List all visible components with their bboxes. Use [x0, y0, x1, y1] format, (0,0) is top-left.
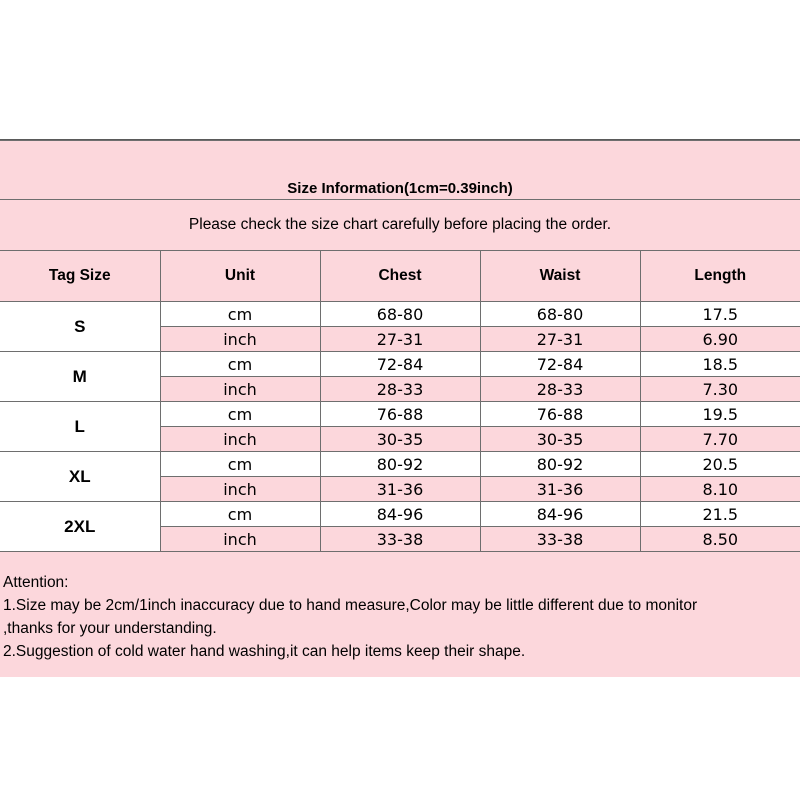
header-length: Length	[640, 251, 800, 302]
attention-heading: Attention:	[3, 574, 69, 591]
size-tag-l: L	[0, 402, 160, 452]
chest-cell: 31-36	[320, 477, 480, 502]
length-cell: 8.10	[640, 477, 800, 502]
chest-cell: 27-31	[320, 327, 480, 352]
table-row	[0, 452, 800, 477]
attention-line-2: 2.Suggestion of cold water hand washing,it can help items keep their shape.	[3, 643, 526, 660]
chart-note: Please check the size chart carefully before placing the order.	[0, 200, 800, 251]
length-cell: 19.5	[640, 402, 800, 427]
length-cell: 6.90	[640, 327, 800, 352]
chest-cell: 76-88	[320, 402, 480, 427]
unit-cell: inch	[160, 377, 320, 402]
waist-cell: 76-88	[480, 402, 640, 427]
waist-cell: 28-33	[480, 377, 640, 402]
unit-cell: inch	[160, 427, 320, 452]
unit-cell: cm	[160, 452, 320, 477]
attention-line-1: 1.Size may be 2cm/1inch inaccuracy due to hand measure,Color may be little different due to monitor	[3, 597, 698, 614]
table-row	[0, 402, 800, 427]
chest-cell: 33-38	[320, 527, 480, 552]
chest-cell: 72-84	[320, 352, 480, 377]
waist-cell: 68-80	[480, 302, 640, 327]
length-cell: 17.5	[640, 302, 800, 327]
table-row	[0, 352, 800, 377]
size-tag-m: M	[0, 352, 160, 402]
header-unit: Unit	[160, 251, 320, 302]
waist-cell: 31-36	[480, 477, 640, 502]
chest-cell: 80-92	[320, 452, 480, 477]
size-tag-2xl: 2XL	[0, 502, 160, 552]
length-cell: 18.5	[640, 352, 800, 377]
size-tag-xl: XL	[0, 452, 160, 502]
length-cell: 7.70	[640, 427, 800, 452]
size-tag-s: S	[0, 302, 160, 352]
unit-cell: inch	[160, 327, 320, 352]
header-waist: Waist	[480, 251, 640, 302]
unit-cell: cm	[160, 302, 320, 327]
length-cell: 20.5	[640, 452, 800, 477]
header-tag-size: Tag Size	[0, 251, 160, 302]
attention-notes	[0, 552, 800, 678]
chest-cell: 68-80	[320, 302, 480, 327]
table-row	[0, 502, 800, 527]
waist-cell: 33-38	[480, 527, 640, 552]
chest-cell: 30-35	[320, 427, 480, 452]
chart-title: Size Information(1cm=0.39inch)	[0, 141, 800, 200]
attention-line-1-continued: ,thanks for your understanding.	[3, 620, 217, 637]
waist-cell: 30-35	[480, 427, 640, 452]
length-cell: 21.5	[640, 502, 800, 527]
unit-cell: inch	[160, 477, 320, 502]
unit-cell: cm	[160, 352, 320, 377]
unit-cell: cm	[160, 402, 320, 427]
size-table	[0, 140, 800, 677]
waist-cell: 72-84	[480, 352, 640, 377]
table-row	[0, 302, 800, 327]
length-cell: 8.50	[640, 527, 800, 552]
waist-cell: 27-31	[480, 327, 640, 352]
size-chart	[0, 139, 800, 661]
waist-cell: 84-96	[480, 502, 640, 527]
chest-cell: 84-96	[320, 502, 480, 527]
length-cell: 7.30	[640, 377, 800, 402]
waist-cell: 80-92	[480, 452, 640, 477]
header-chest: Chest	[320, 251, 480, 302]
unit-cell: inch	[160, 527, 320, 552]
unit-cell: cm	[160, 502, 320, 527]
chest-cell: 28-33	[320, 377, 480, 402]
